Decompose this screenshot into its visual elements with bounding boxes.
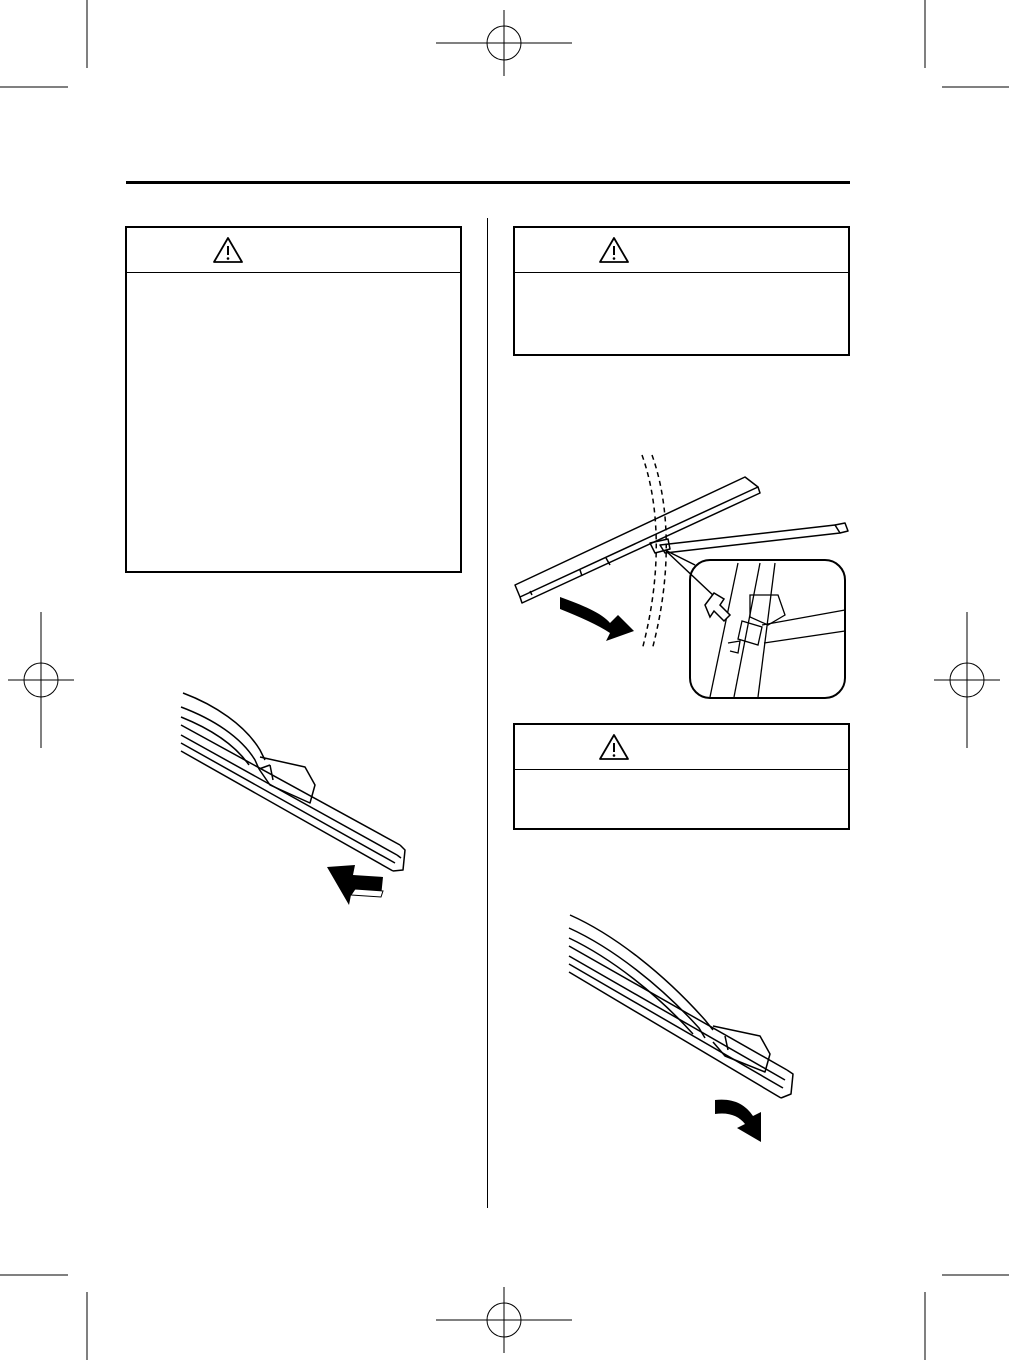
registration-target-right [934,612,1004,752]
registration-target-bottom [436,1287,576,1357]
wiper-rubber-icon [569,915,793,1098]
caution-box-left [125,226,462,573]
caution-header [515,725,848,770]
caution-header [127,228,460,273]
release-tab-detail-icon [690,560,845,698]
blade-insert-illustration [175,685,435,915]
rubber-remove-illustration [565,910,805,1150]
caution-box-right-bottom [513,723,850,830]
registration-target-left [8,612,78,752]
caution-box-right-top [513,226,850,356]
insert-arrow-icon [327,865,383,905]
blade-remove-illustration [510,445,855,705]
column-divider [487,218,488,1208]
caution-header [515,228,848,273]
pull-down-arrow-icon [715,1100,761,1142]
wiper-arm-icon [515,455,848,650]
header-rule [126,181,850,184]
rotate-arrow-icon [560,597,634,641]
warning-triangle-icon [598,733,630,761]
warning-triangle-icon [598,236,630,264]
warning-triangle-icon [212,236,244,264]
wiper-blade-icon [181,693,405,871]
registration-target-top [436,10,576,80]
